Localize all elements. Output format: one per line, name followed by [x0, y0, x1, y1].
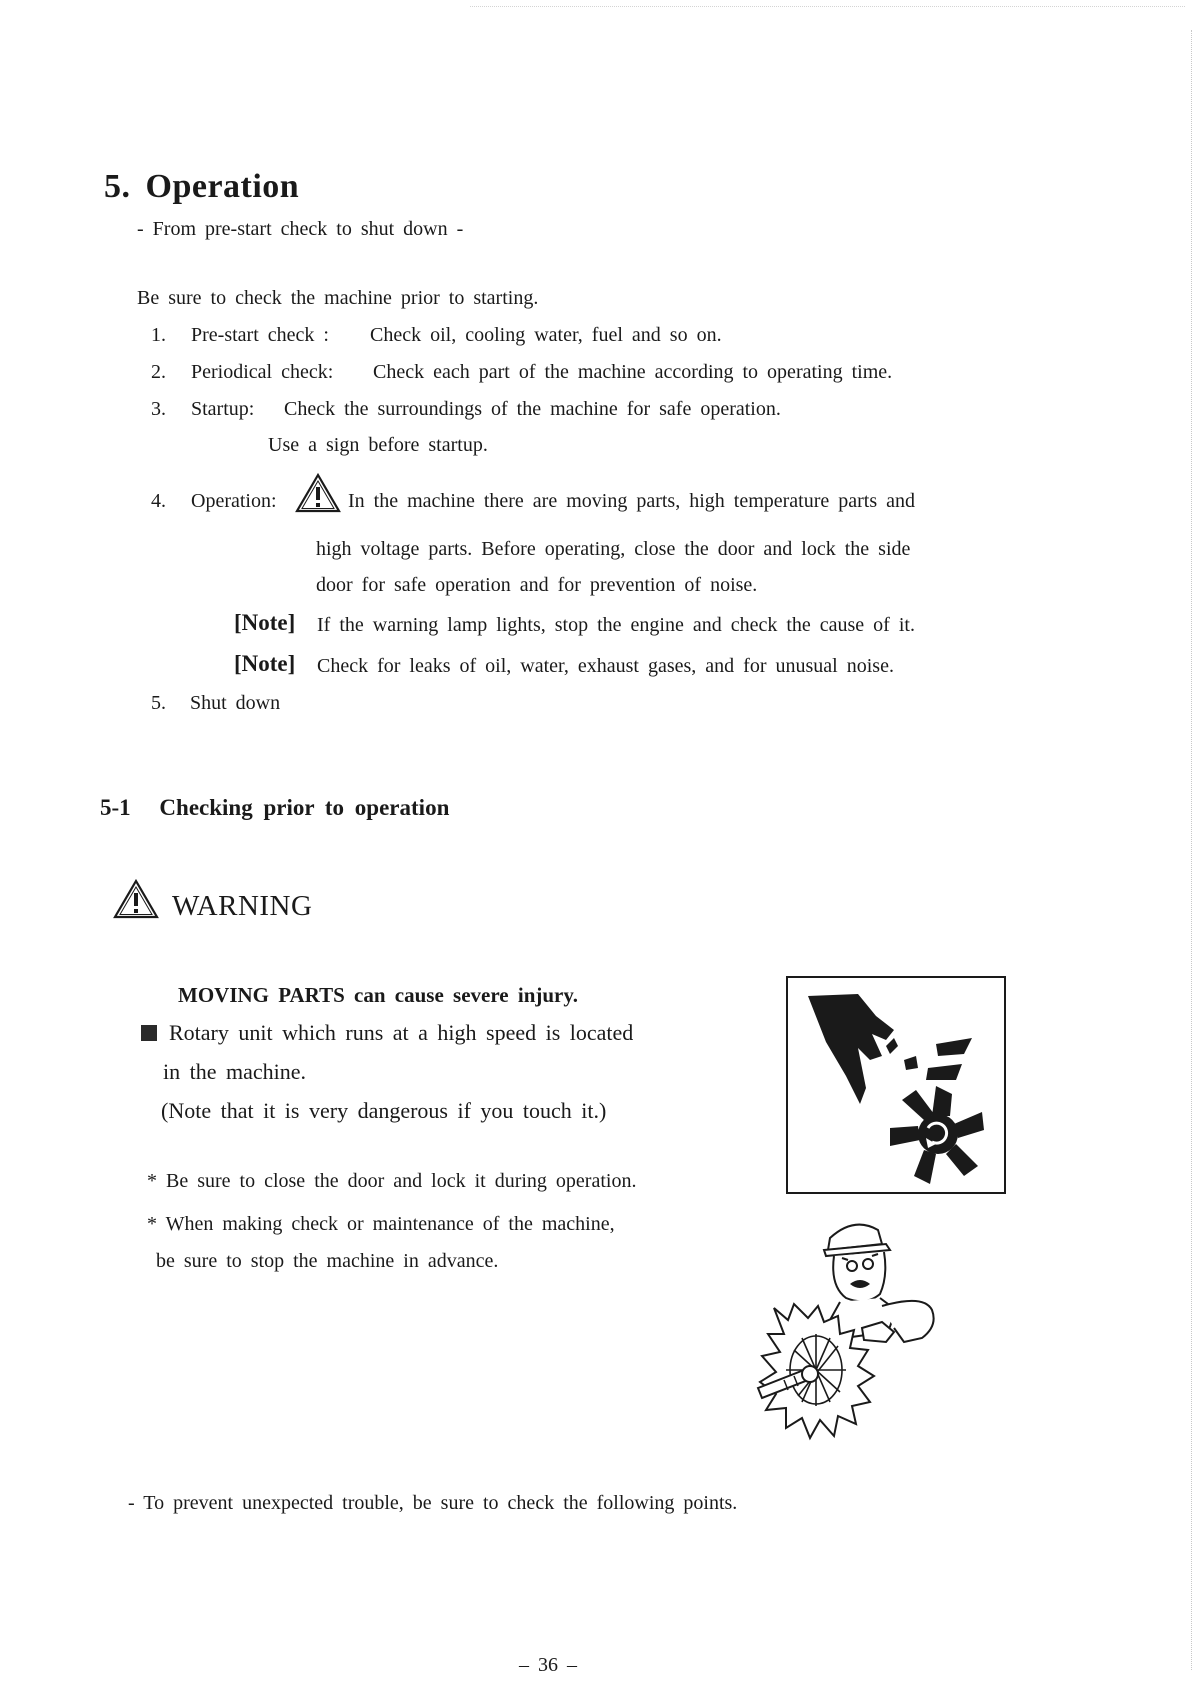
warning-title-triangle-icon [112, 878, 160, 920]
warning-star-1: * Be sure to close the door and lock it during operation. [147, 1170, 637, 1192]
warning-line-3: (Note that it is very dangerous if you touch it.) [161, 1098, 607, 1123]
step-3-text: Check the surroundings of the machine for safe operation. [284, 398, 781, 420]
step-2-text: Check each part of the machine according to operating time. [373, 361, 893, 383]
note-1-text: If the warning lamp lights, stop the engine and check the cause of it. [317, 614, 915, 636]
warning-line-1 [141, 1020, 633, 1046]
page-number: – 36 – [519, 1654, 577, 1676]
step-1-text: Check oil, cooling water, fuel and so on. [370, 324, 722, 346]
step-1-number: 1. [151, 324, 166, 346]
step-4-text-line-3: door for safe operation and for prevention of noise. [316, 574, 758, 596]
intro-text: Be sure to check the machine prior to starting. [137, 287, 539, 309]
warning-star-2: * When making check or maintenance of the machine, [147, 1213, 615, 1235]
subtitle: - From pre-start check to shut down - [137, 218, 464, 240]
warning-headline: MOVING PARTS can cause severe injury. [178, 983, 578, 1007]
step-2-number: 2. [151, 361, 166, 383]
square-bullet-icon [141, 1025, 157, 1041]
step-4-number: 4. [151, 490, 166, 512]
worker-danger-illustration [754, 1210, 954, 1454]
warning-line-2: in the machine. [163, 1059, 307, 1084]
warning-star-2-line-2: be sure to stop the machine in advance. [156, 1250, 499, 1272]
section-number: 5-1 [100, 795, 131, 820]
step-3-label: Startup: [191, 398, 255, 420]
note-2-text: Check for leaks of oil, water, exhaust gases, and for unusual noise. [317, 655, 894, 677]
warning-triangle-icon [294, 472, 342, 514]
warning-line-1-text: Rotary unit which runs at a high speed is located [169, 1020, 634, 1045]
footer-instruction: - To prevent unexpected trouble, be sure to check the following points. [128, 1492, 738, 1514]
note-1-tag: [Note] [234, 610, 296, 635]
title-number: 5. [104, 168, 131, 205]
section-title: Checking prior to operation [159, 795, 450, 820]
warning-title: WARNING [172, 890, 313, 922]
step-5-number: 5. [151, 692, 166, 714]
step-4-text-line-2: high voltage parts. Before operating, close the door and lock the side [316, 538, 911, 560]
step-5-label: Shut down [190, 692, 281, 714]
step-1-label: Pre-start check : [191, 324, 329, 346]
step-3-text-line-2: Use a sign before startup. [268, 434, 488, 456]
step-3-number: 3. [151, 398, 166, 420]
step-4-label: Operation: [191, 490, 277, 512]
step-2-label: Periodical check: [191, 361, 334, 383]
title-text: Operation [145, 168, 300, 205]
scan-edge-right [1191, 30, 1192, 1670]
step-4-text: In the machine there are moving parts, high temperature parts and [348, 490, 916, 512]
moving-parts-hazard-pictogram [786, 976, 1006, 1194]
scan-edge-top [470, 6, 1185, 7]
page-title [104, 168, 299, 206]
section-heading [100, 795, 449, 821]
note-2-tag: [Note] [234, 651, 296, 676]
